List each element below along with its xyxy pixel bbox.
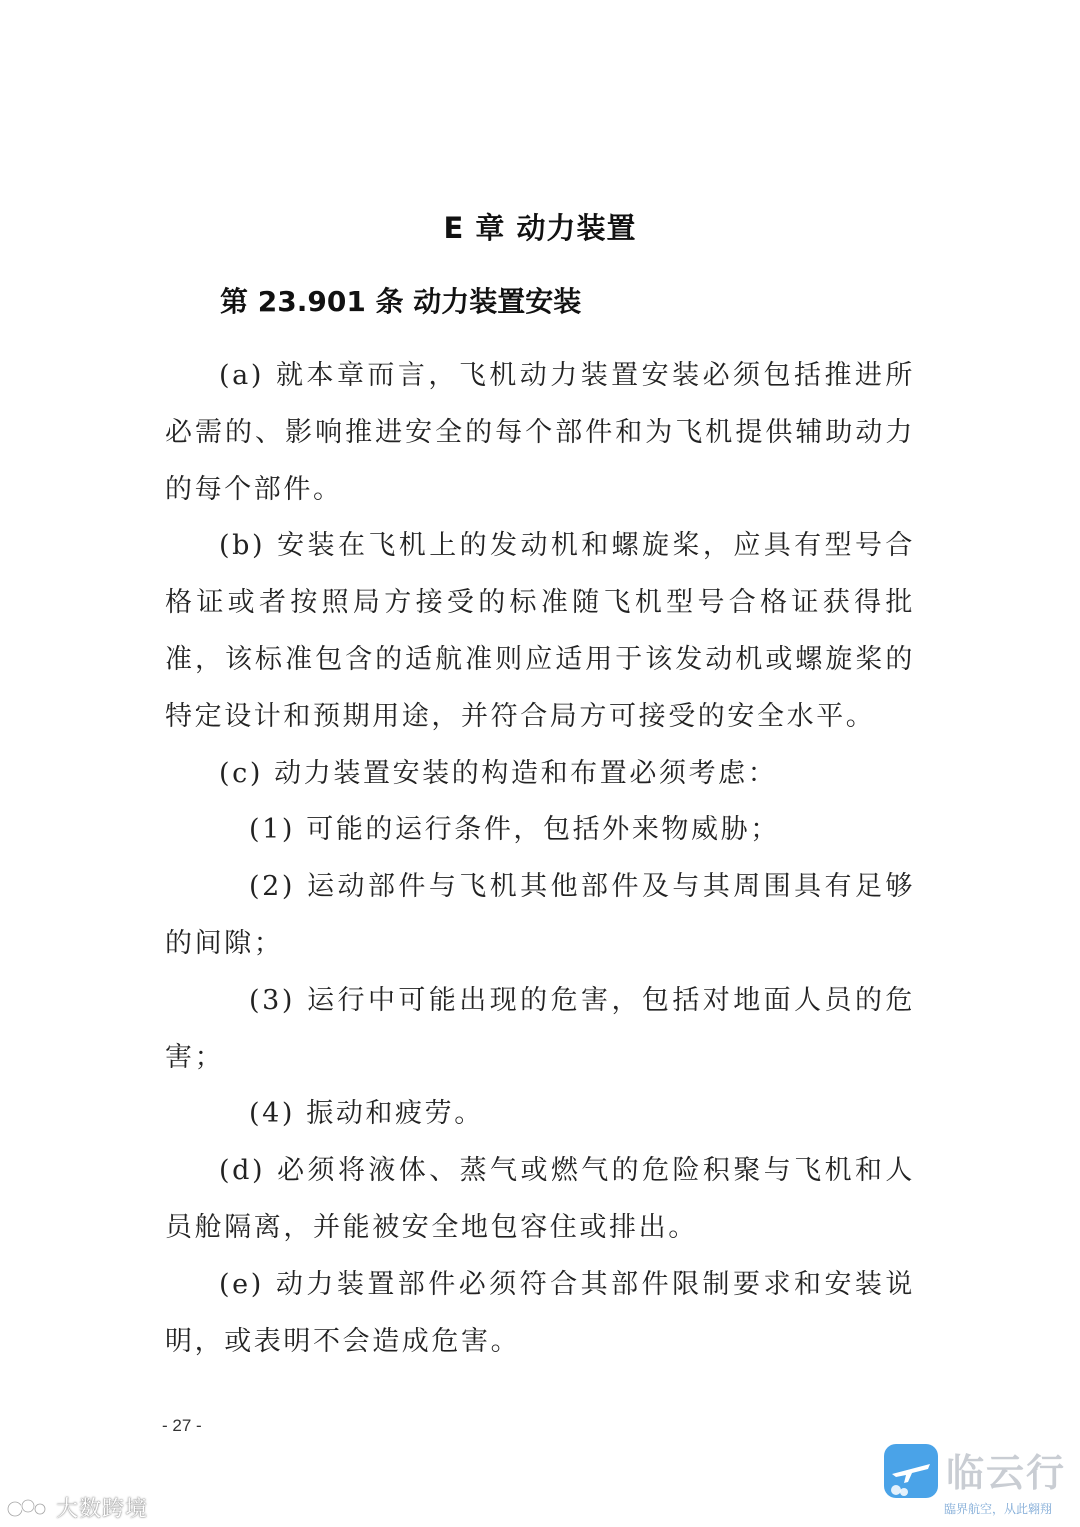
watermark-right-subtitle: 臨界航空，从此翱翔	[944, 1502, 1053, 1516]
paragraph-a: (a) 就本章而言，飞机动力装置安装必须包括推进所必需的、影响推进安全的每个部件和为飞机提供辅助动力的每个部件。	[165, 360, 915, 505]
section-title: 第 23.901 条 动力装置安装	[220, 285, 582, 318]
list-item-4: (4) 振动和疲劳。	[249, 1098, 484, 1130]
list-item-1: (1) 可能的运行条件，包括外来物威胁；	[249, 814, 780, 846]
chapter-title: E 章 动力装置	[443, 211, 637, 245]
list-item-3: (3) 运行中可能出现的危害，包括对地面人员的危害；	[165, 984, 915, 1073]
watermark-right	[880, 1442, 1075, 1522]
watermark-left-text: 大数跨境	[56, 1497, 149, 1522]
paragraph-d: (d) 必须将液体、蒸气或燃气的危险积聚与飞机和人员舱隔离，并能被安全地包容住或排出。	[165, 1155, 915, 1243]
body-text	[165, 348, 915, 1370]
paragraph-c: (c) 动力装置安装的构造和布置必须考虑：	[219, 757, 778, 789]
airplane-logo-icon	[882, 1442, 940, 1500]
watermark-left	[6, 1492, 148, 1523]
page-number: - 27 -	[162, 1416, 202, 1435]
list-item-2: (2) 运动部件与飞机其他部件及与其周围具有足够的间隙；	[165, 871, 915, 959]
watermark-right-title: 临云行	[946, 1451, 1067, 1495]
weibo-logo-icon	[6, 1495, 50, 1521]
paragraph-b: (b) 安装在飞机上的发动机和螺旋桨，应具有型号合格证或者按照局方接受的标准随飞机型号合格证获得批准，该标准包含的适航准则应适用于该发动机或螺旋桨的特定设计和预期用途，并符合局方可接受的安全水平。	[165, 530, 915, 732]
paragraph-e: (e) 动力装置部件必须符合其部件限制要求和安装说明，或表明不会造成危害。	[165, 1268, 915, 1357]
